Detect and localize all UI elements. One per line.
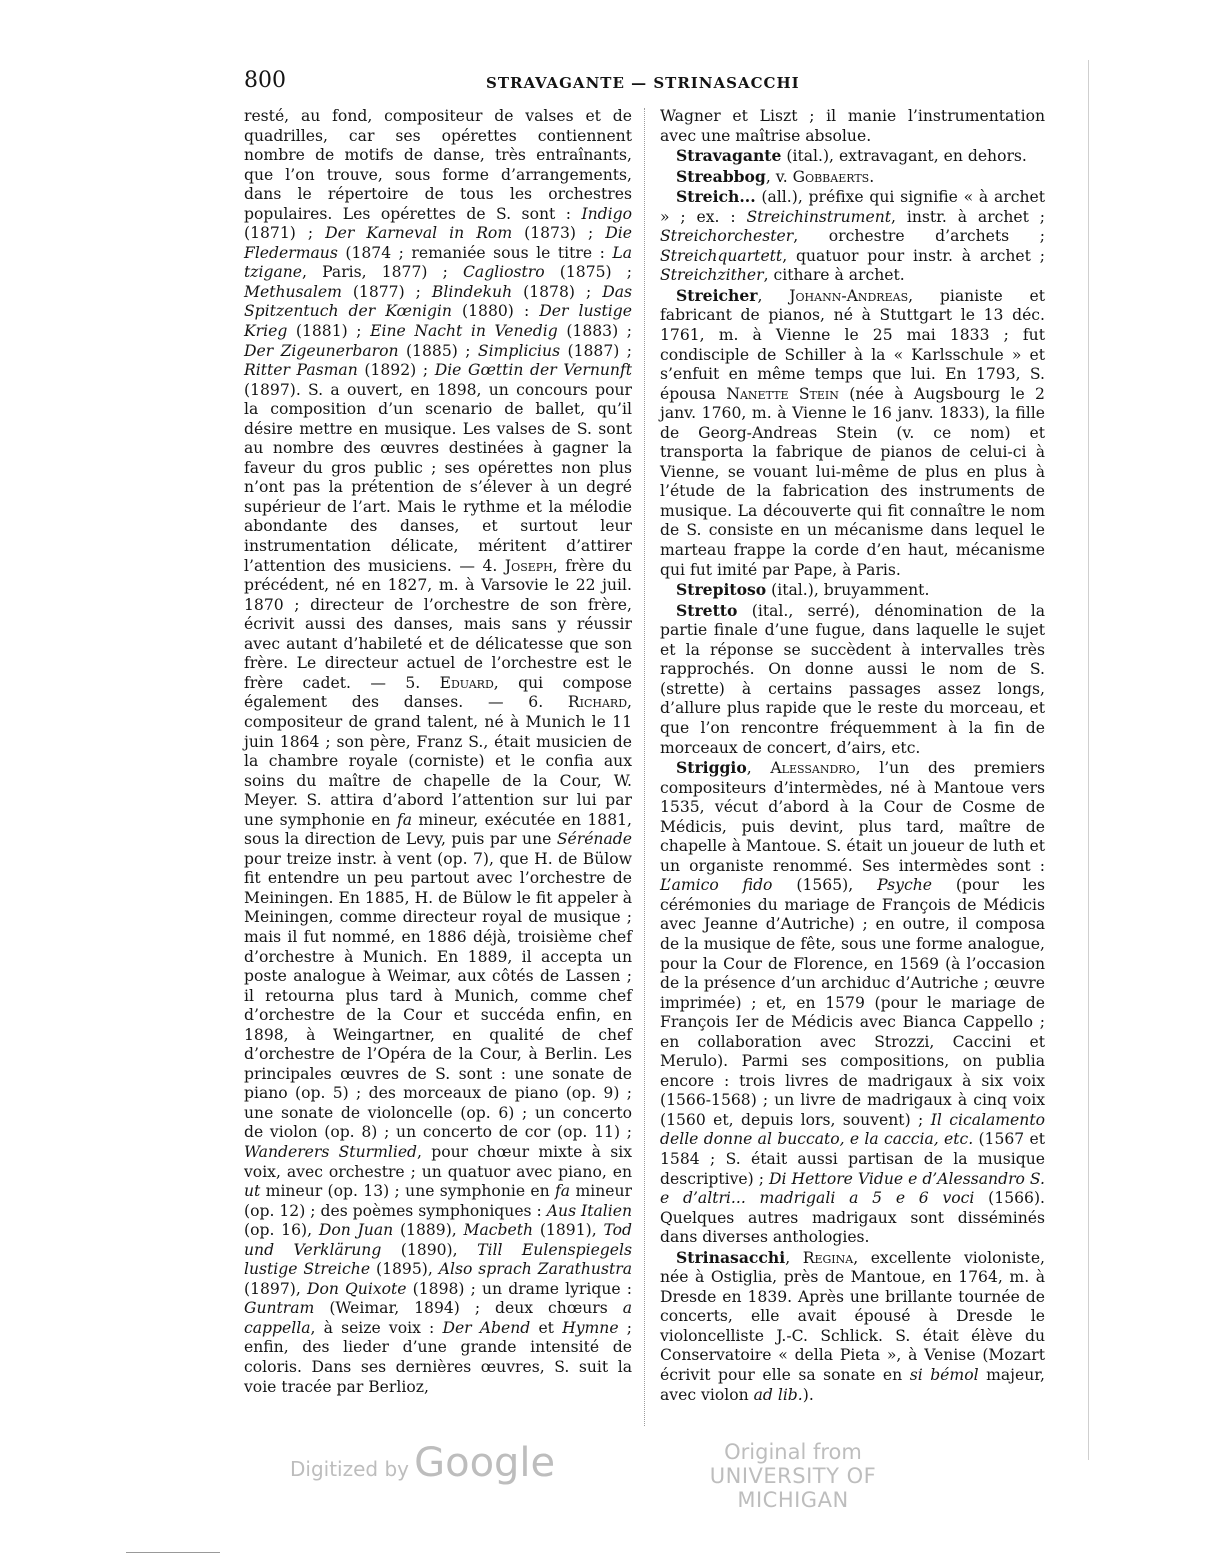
italic-text: Das Spitzentuch der Kœnigin	[244, 282, 632, 321]
text-run: (née à Augsbourg le 2 janv. 1760, m. à Vienne le 16 janv. 1833), la fille de Georg-Andreas Stein (v. ce nom) et transporta la fabrique de pianos de celui-ci à Vienne, se vouant lui-même de plus en plus à l’étude de la fabrication des instruments de musique. La découverte qui fit connaître le nom de S. consiste en un mécanisme dans lequel le marteau frappe la corde d’en haut, mécanisme qui fut imité par Pape, à Paris.	[660, 384, 1045, 579]
italic-text: Sérénade	[556, 830, 632, 849]
text-run: et	[530, 1318, 563, 1337]
italic-text: Cagliostro	[462, 263, 545, 282]
text-run: ,	[785, 1248, 803, 1267]
text-run: (1874 ; remaniée sous le titre :	[337, 243, 613, 262]
right-margin-rule	[1088, 60, 1089, 1460]
text-run: ,	[757, 286, 790, 305]
bottom-rule	[126, 1552, 220, 1553]
text-run: (1892) ;	[357, 361, 435, 380]
text-run: (1895),	[370, 1260, 439, 1279]
text-run: , excellente violoniste, née à Ostiglia, près de Mantoue, en 1764, m. à Dresde en 1839. Après une brillante tournée de concerts, elle avait épousé à Dresde le violoncelliste J.-C. Schlick. S. était élève du Conservatoire « della Pieta », à Venise (Mozart écrivit pour elle sa sonate en	[660, 1248, 1046, 1384]
text-run: , orchestre d’archets ;	[793, 227, 1045, 246]
italic-text: Hymne	[562, 1318, 619, 1337]
small-caps-name: Nanette Stein	[726, 384, 839, 403]
entry-headword: Streich...	[676, 187, 756, 207]
text-run: , qui compose également des danses. — 6.	[244, 673, 632, 712]
text-run: , pianiste et fabricant de pianos, né à Stuttgart le 13 déc. 1761, m. à Vienne le 25 mai 1833 ; fut condisciple de Schiller à la « Karlsschule » et s’enfuit en même temps que lui. En 1793, S. épousa	[660, 286, 1045, 403]
original-source-watermark	[668, 1440, 918, 1512]
entry-strinasacchi	[660, 1248, 1045, 1405]
text-run: (op. 16),	[244, 1221, 319, 1240]
italic-text: Der Abend	[442, 1318, 531, 1337]
text-run: (1887) ;	[560, 341, 632, 360]
small-caps-name: Eduard	[439, 673, 494, 692]
entry-headword: Streabbog	[676, 166, 766, 186]
italic-text: Simplicius	[477, 341, 561, 360]
university-text: UNIVERSITY OF MICHIGAN	[709, 1464, 877, 1512]
text-run: (1890),	[381, 1240, 478, 1259]
italic-text: Der lustige Krieg	[244, 302, 632, 341]
text-run: (1897),	[244, 1279, 307, 1298]
text-run: Wagner et Liszt ; il manie l’instrumentation avec une maîtrise absolue.	[660, 107, 1045, 145]
italic-text: ut	[244, 1182, 261, 1201]
text-run: , v.	[765, 167, 793, 186]
text-run: (1567 et 1584 ; S. était aussi partisan de la musique descriptive) ;	[660, 1130, 1045, 1188]
text-run: (Weimar, 1894) ; deux chœurs	[314, 1299, 623, 1318]
text-run: majeur, avec violon	[660, 1366, 1045, 1404]
italic-text: Der Karneval in Rom	[325, 224, 513, 243]
entry-stravagante	[660, 146, 1045, 167]
right-column	[660, 107, 1045, 1405]
text-run: (1871) ;	[244, 224, 326, 243]
text-run: , cithare à archet.	[763, 266, 905, 285]
small-caps-name: Gobbaerts	[792, 167, 870, 186]
column-divider	[644, 108, 645, 1426]
small-caps-name: Joseph	[504, 556, 553, 575]
italic-text: Der Zigeunerbaron	[244, 341, 399, 360]
entry-headword: Stretto	[676, 600, 738, 620]
italic-text: Die Gœttin der Vernunft	[434, 361, 632, 380]
page-number: 800	[244, 68, 286, 93]
italic-text: fa	[396, 810, 413, 829]
italic-text: Blindekuh	[431, 282, 513, 301]
small-caps-name: Alessandro	[770, 759, 856, 778]
text-run: (1881) ;	[287, 322, 371, 341]
text-run: (1880) :	[451, 302, 540, 321]
entry-continuation	[660, 107, 1045, 146]
italic-text: Wanderers Sturmlied	[244, 1142, 418, 1161]
entry-strepitoso	[660, 580, 1045, 601]
text-run: , pour chœur mixte à six voix, avec orchestre ; un quatuor avec piano, en	[244, 1142, 632, 1181]
text-run: , l’un des premiers compositeurs d’intermèdes, né à Mantoue vers 1535, vécut d’abord à la Cour de Cosme de Médicis, puis devint, plus tard, maître de chapelle à Mantoue. S. était un joueur de luth et un organiste renommé. Ses intermèdes sont :	[660, 759, 1045, 875]
google-logo-text: Google	[414, 1440, 556, 1486]
text-run: , Paris, 1877) ;	[302, 263, 463, 282]
italic-text: Streichorchester	[660, 227, 794, 246]
text-run: (ital.), extravagant, en dehors.	[781, 147, 1027, 166]
text-run: (1883) ;	[557, 322, 633, 341]
text-run: , à seize voix :	[310, 1318, 443, 1337]
original-from-text: Original from	[724, 1440, 862, 1464]
italic-text: Till Eulenspiegels lustige Streiche	[244, 1240, 632, 1279]
text-run: (1875) ;	[544, 263, 632, 282]
italic-text: Streichinstrument	[746, 207, 892, 226]
text-run: (1565),	[772, 876, 878, 895]
text-run: pour treize instr. à vent (op. 7), que H. de Bülow fit entendre un peu partout avec l’orchestre de Meiningen. En 1885, H. de Bülow le fit appeler à Meiningen, comme directeur royal de musique ; mais il fut nommé, en 1886 déjà, troisième chef d’orchestre à Munich. En 1889, il accepta un poste analogue à Weimar, aux côtés de Lassen ; il retourna plus tard à Munich, comme chef d’orchestre de la Cour et succéda enfin, en 1898, à Weingartner, en qualité de chef d’orchestre de l’Opéra de la Cour, à Berlin. Les principales œuvres de S. sont : une sonate de piano (op. 5) ; des morceaux de piano (op. 9) ; une sonate de violoncelle (op. 6) ; un concerto de violon (op. 8) ; un concerto de cor (op. 11) ;	[244, 849, 632, 1142]
text-run: (ital., serré), dénomination de la partie finale d’une fugue, dans laquelle le sujet et la réponse se succèdent à intervalles très rapprochés. On donne aussi le nom de S. (strette) à certains passages assez longs, d’allure plus rapide que le reste du morceau, et que l’on rencontre fréquemment à la fin de morceaux de concert, d’airs, etc.	[660, 601, 1045, 757]
text-run: (1878) ;	[512, 282, 603, 301]
italic-text: Macbeth	[463, 1221, 534, 1240]
running-head: STRAVAGANTE — STRINASACCHI	[486, 74, 800, 92]
small-caps-name: Richard	[567, 693, 628, 712]
text-run: (1898) ; un drame lyrique :	[406, 1279, 632, 1298]
text-run: (1891),	[533, 1221, 604, 1240]
italic-text: Ritter Pasman	[244, 361, 358, 380]
entry-headword: Striggio	[676, 758, 747, 778]
italic-text: si bémol	[909, 1366, 979, 1384]
text-run: (1897). S. a ouvert, en 1898, un concours pour la composition d’un scenario de ballet, qu’il désire mettre en musique. Les valses de S. sont au nombre des œuvres destinées à gagner la faveur du gros public ; ses opérettes non plus n’ont pas la prétention de s’élever à un degré supérieur de l’art. Mais le rythme et la mélodie abondante des danses, et surtout leur instrumentation délicate, méritent d’attirer l’attention des musiciens. — 4.	[244, 380, 632, 575]
text-run: (pour les cérémonies du mariage de François de Médicis avec Jeanne d’Autriche) ; en outre, il composa de la musique de fête, sous une forme analogue, pour la Cour de Florence, en 1569 (à l’occasion de la présence d’un archiduc d’Autriche ; œuvre imprimée) ; et, en 1579 (pour le mariage de François Ier de Médicis avec Bianca Cappello ; en collaboration avec Strozzi, Caccini et Merulo). Parmi ses compositions, on publia encore : trois livres de madrigaux à six voix (1566-1568) ; un livre de madrigaux à cinq voix (1560 et, depuis lors, souvent) ;	[660, 876, 1045, 1129]
text-run: (1873) ;	[512, 224, 606, 243]
entry-headword: Strinasacchi	[676, 1247, 786, 1267]
italic-text: Don Quixote	[306, 1279, 407, 1298]
text-run: , quatuor pour instr. à archet ;	[782, 246, 1045, 265]
text-run: , compositeur de grand talent, né à Munich le 11 juin 1864 ; son père, Franz S., était musicien de la chambre royale (corniste) et le confia aux soins du maître de chapelle de la Cour, W. Meyer. S. attira d’abord l’attention sur lui par une symphonie en	[244, 693, 632, 829]
text-run: resté, au fond, compositeur de valses et de quadrilles, car ses opérettes contiennent nombre de motifs de danse, très entraînants, que l’on trouve, sous forme d’arrangements, dans le répertoire de tous les orchestres populaires. Les opérettes de S. sont :	[244, 107, 632, 223]
left-column	[244, 107, 632, 1397]
text-run: ).	[802, 1385, 814, 1404]
text-run: (1566). Quelques autres madrigaux sont disséminés dans diverses anthologies.	[660, 1189, 1045, 1247]
text-run: .	[869, 167, 875, 186]
italic-text: Guntram	[244, 1299, 315, 1318]
italic-text: Il cicalamento delle donne al buccato, e la caccia, etc.	[660, 1110, 1045, 1149]
italic-text: Indigo	[581, 204, 632, 223]
entry-streabbog	[660, 167, 1045, 188]
text-run: , instr. à archet ;	[891, 207, 1045, 226]
italic-text: Streichquartett	[660, 246, 783, 265]
italic-text: L’amico fido	[660, 876, 773, 895]
entry-streicher	[660, 286, 1045, 580]
text-run: mineur (op. 13) ; une symphonie en	[260, 1182, 556, 1201]
italic-text: fa	[555, 1182, 571, 1201]
entry-stretto	[660, 601, 1045, 758]
entry-headword: Strepitoso	[676, 580, 767, 600]
italic-text: Don Juan	[318, 1221, 394, 1240]
italic-text: Methusalem	[244, 282, 342, 301]
small-caps-name: Regina	[802, 1248, 854, 1267]
entry-headword: Streicher	[676, 285, 758, 305]
italic-text: Aus Italien	[546, 1201, 633, 1220]
text-run: , frère du précédent, né en 1827, m. à Varsovie le 22 juil. 1870 ; directeur de l’orchestre de son frère, écrivit aussi des danses, mais sans y réussir avec autant d’habileté et de délicatesse que son frère. Le directeur actuel de l’orchestre est le frère cadet. — 5.	[244, 556, 632, 692]
italic-text: Die Fledermaus	[244, 224, 632, 262]
digitized-by-text: Digitized by	[290, 1457, 409, 1481]
italic-text: Streichzither	[660, 266, 764, 285]
text-run: ; enfin, des lieder d’une grande intensité de coloris. Dans ses dernières œuvres, S. suit la voie tracée par Berlioz,	[244, 1318, 632, 1396]
italic-text: Eine Nacht in Venedig	[370, 322, 558, 341]
entry-streich	[660, 187, 1045, 286]
italic-text: Di Hettore Vidue e d’Alessandro S. e d’altri... madrigali a 5 e 6 voci	[660, 1169, 1045, 1208]
text-run: (1889),	[393, 1221, 464, 1240]
italic-text: Tod und Verklärung	[244, 1221, 632, 1259]
italic-text: Also sprach Zarathustra	[438, 1260, 632, 1279]
small-caps-name: Johann-Andreas	[789, 286, 909, 305]
italic-text: a cappella	[244, 1299, 632, 1337]
entry-paragraph	[244, 107, 632, 1397]
text-run: mineur, exécutée en 1881, sous la direction de Levy, puis par une	[244, 810, 632, 849]
italic-text: Psyche	[877, 876, 932, 895]
entry-striggio	[660, 758, 1045, 1248]
text-run: (ital.), bruyamment.	[766, 581, 930, 600]
text-run: mineur (op. 12) ; des poèmes symphoniques :	[244, 1182, 632, 1220]
text-run: (1885) ;	[398, 341, 478, 360]
text-run: (all.), préfixe qui signifie « à archet » ; ex. :	[660, 188, 1045, 226]
italic-text: La tzigane	[244, 243, 632, 282]
digitized-by-watermark	[290, 1440, 555, 1486]
italic-text: ad lib.	[753, 1385, 803, 1404]
text-run: ,	[746, 759, 771, 778]
entry-headword: Stravagante	[676, 146, 782, 166]
text-run: (1877) ;	[341, 282, 432, 301]
